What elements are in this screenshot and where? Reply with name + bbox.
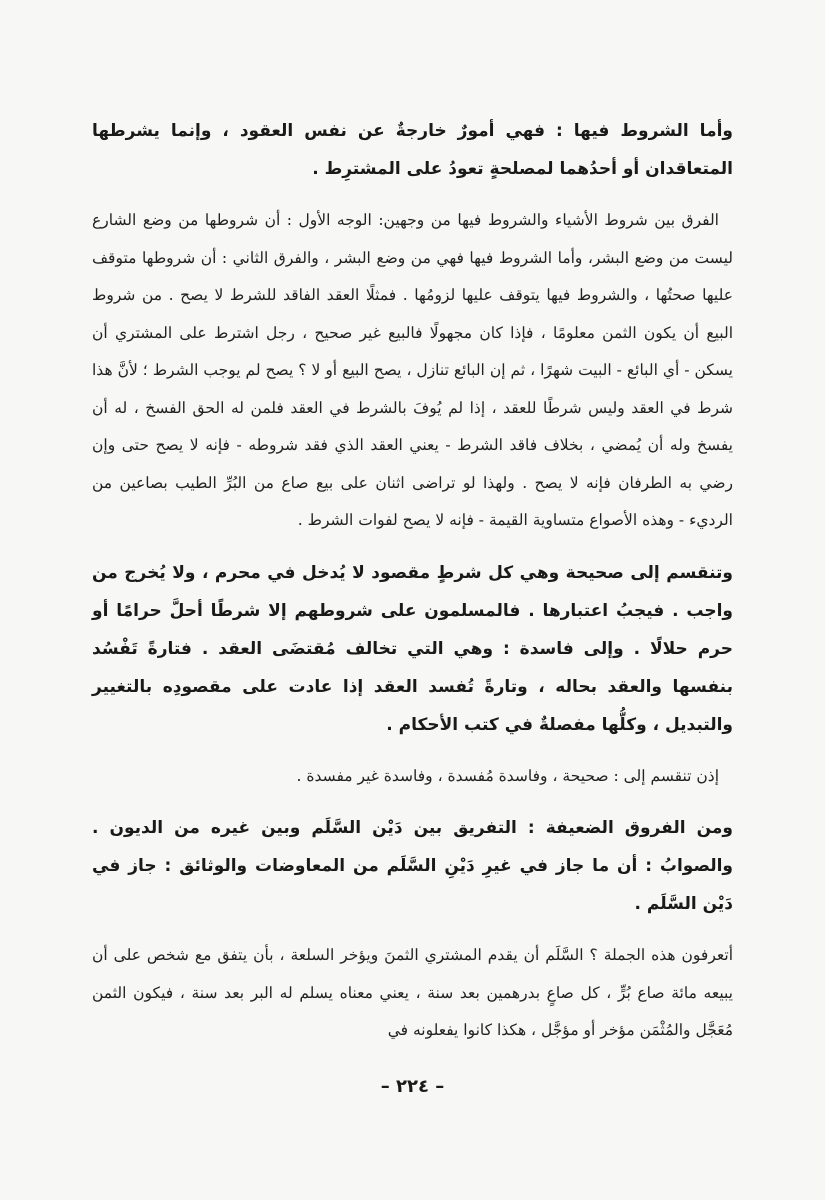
page-body <box>92 112 733 1064</box>
page-number: – ٢٢٤ – <box>380 1076 445 1097</box>
paragraph-division-summary: إذن تنقسم إلى : صحيحة ، وفاسدة مُفسدة ، وفاسدة غير مفسدة . <box>296 766 719 785</box>
paragraph-conditions-division: وتنقسم إلى صحيحة وهي كل شرطٍ مقصود لا يُدخل في محرم ، ولا يُخرج من واجب . فيجبُ اعتبارها . فالمسلمون على شروطهم إلا شرطًا أحلَّ حرامًا أو حرم حلالًا . وإلى فاسدة : وهي التي تخالف مُقتضَى العقد . فتارةً تَفْسُد بنفسها والعقد بحاله ، وتارةً تُفسد العقد إذا عادت على مقصودِه بالتغيير والتبديل ، وكلُّها مفصلةٌ في كتب الأحكام . <box>92 562 733 735</box>
paragraph-salam-explanation: أتعرفون هذه الجملة ؟ السَّلَم أن يقدم المشتري الثمنَ ويؤخر السلعة ، بأن يتفق مع شخص على أن يبيعه مائة صاع بُرٍّ ، كل صاعٍ بدرهمين بعد سنة ، يعني معناه يسلم له البر بعد سنة ، فيكون الثمن مُعَجَّل والمُثْمَن مؤخر أو مؤجَّل ، هكذا كانوا يفعلونه في <box>92 946 733 1039</box>
paragraph-weak-differences: ومن الفروق الضعيفة : التفريق بين دَيْن السَّلَم وبين غيره من الديون . والصوابُ : أن ما جاز في غيرِ دَيْنِ السَّلَم من المعاوضات والوثائق : جاز في دَيْن السَّلَم . <box>92 818 733 914</box>
paragraph-conditions-definition: وأما الشروط فيها : فهي أمورٌ خارجةٌ عن نفس العقود ، وإنما يشرطها المتعاقدان أو أحدُهما لمصلحةٍ تعودُ على المشترِط . <box>92 121 733 179</box>
paragraph-difference-explanation: الفرق بين شروط الأشياء والشروط فيها من وجهين: الوجه الأول : أن شروطها من وضع الشارع ليست من وضع البشر، وأما الشروط فيها فهي من وضع البشر ، والفرق الثاني : أن شروطها متوقف عليها صحتُها ، والشروط فيها يتوقف عليها لزومُها . فمثلًا العقد الفاقد للشرط لا يصح . من شروط البيع أن يكون الثمن معلومًا ، فإذا كان مجهولًا فالبيع غير صحيح ، رجل اشترط على المشتري أن يسكن - أي البائع - البيت شهرًا ، ثم إن البائع تنازل ، يصح البيع أو لا ؟ يصح لم يوجب الشرط ؛ لأنَّ هذا شرط في العقد وليس شرطًا للعقد ، إذا لم يُوفَ بالشرط في العقد فلمن له الحق الفسخ ، له أن يفسخ وله أن يُمضي ، بخلاف فاقد الشرط - يعني العقد الذي فقد شروطه - فإنه لا يصح حتى وإن رضي به الطرفان فإنه لا يصح . ولهذا لو تراضى اثنان على بيع صاع من البُرِّ الطيب بصاعين من الرديء - وهذه الأصواع متساوية القيمة - فإنه لا يصح لفوات الشرط . <box>92 211 733 529</box>
